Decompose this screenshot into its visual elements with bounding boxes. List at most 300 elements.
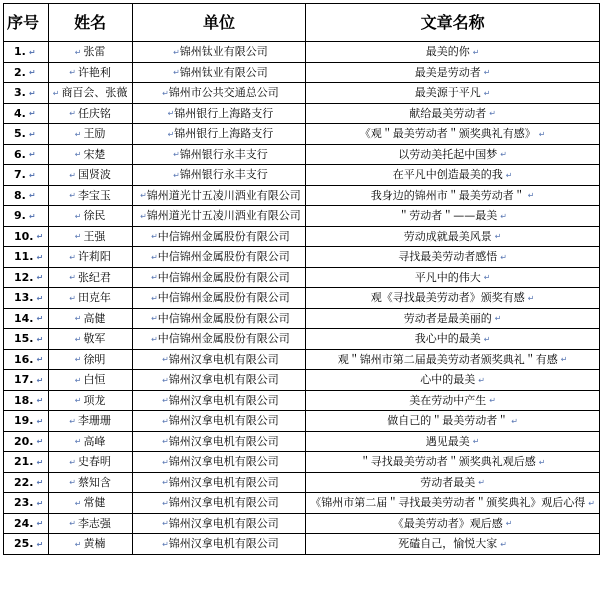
article-title-text: 《最美劳动者》观后感 [392,516,503,530]
serial-number-cell [4,493,49,514]
header-row [4,4,600,42]
serial-number-text: 15. [14,332,34,345]
paragraph-mark-icon: ↵ [162,88,169,98]
name-cell [48,42,132,63]
name-text: 张雷 [83,45,106,58]
paragraph-mark-icon: ↵ [74,211,82,221]
organization-text: 锦州钛业有限公司 [179,65,268,79]
paragraph-mark-icon: ↵ [36,334,44,344]
paragraph-mark-icon: ↵ [151,293,158,303]
name-text: 敬军 [83,332,106,345]
article-title-text: 寻找最美劳动者感悟 [398,250,498,263]
table-row [4,103,600,124]
paragraph-mark-icon: ↵ [162,478,169,487]
serial-number-cell [4,308,49,329]
name-cell [48,144,132,165]
name-cell [48,206,132,227]
organization-cell [132,144,306,165]
paragraph-mark-icon: ↵ [162,355,169,364]
article-title-text: 最美是劳动者 [414,65,481,79]
paragraph-mark-icon: ↵ [173,68,180,77]
article-title-text: ＂寻找最美劳动者＂颁奖典礼观后感 [359,455,536,468]
paragraph-mark-icon: ↵ [162,498,169,508]
name-cell [48,370,132,391]
table-row [4,42,600,63]
paragraph-mark-icon: ↵ [167,129,175,139]
paragraph-mark-icon: ↵ [69,273,76,282]
name-cell [48,431,132,452]
article-title-text: 最美源于平凡 [414,86,481,99]
serial-number-text: 23. [14,496,34,509]
paragraph-mark-icon: ↵ [500,211,507,221]
table-row [4,185,600,206]
article-title-text: 《观＂最美劳动者＂颁奖典礼有感》 [359,127,536,140]
paragraph-mark-icon: ↵ [36,355,44,364]
paragraph-mark-icon: ↵ [36,293,44,303]
paragraph-mark-icon: ↵ [74,232,82,241]
paragraph-mark-icon: ↵ [36,457,44,467]
serial-number-text: 6. [14,147,26,161]
paragraph-mark-icon: ↵ [162,519,169,528]
serial-number-cell [4,513,49,534]
serial-number-text: 17. [14,373,34,386]
table-body [4,42,600,555]
article-title-text: 《锦州市第二届＂寻找最美劳动者＂颁奖典礼》观后心得 [310,496,586,509]
name-text: 李志强 [77,516,111,530]
organization-text: 锦州银行永丰支行 [179,147,268,161]
paragraph-mark-icon: ↵ [74,355,82,364]
name-cell [48,226,132,247]
paragraph-mark-icon: ↵ [28,170,36,180]
serial-number-cell [4,83,49,104]
paragraph-mark-icon: ↵ [489,396,496,405]
paragraph-mark-icon: ↵ [69,478,76,487]
paragraph-mark-icon: ↵ [36,498,44,508]
serial-number-cell [4,103,49,124]
paragraph-mark-icon: ↵ [74,334,82,344]
name-text: 国贤波 [77,168,111,181]
name-text: 宋楚 [83,147,106,161]
paragraph-mark-icon: ↵ [151,314,158,323]
name-text: 高峰 [83,434,106,448]
serial-number-cell [4,411,49,432]
serial-number-text: 4. [14,106,26,120]
name-text: 徐民 [83,209,106,222]
organization-cell [132,349,306,370]
paragraph-mark-icon: ↵ [52,88,60,98]
name-text: 许莉阳 [77,250,111,263]
organization-cell [132,62,306,83]
paragraph-mark-icon: ↵ [36,437,44,446]
article-title-cell [306,390,600,411]
header-name: 姓名 [48,4,132,42]
table-row [4,165,600,186]
organization-text: 锦州汉拿电机有限公司 [168,475,279,489]
article-title-cell [306,267,600,288]
organization-text: 锦州汉拿电机有限公司 [168,455,279,468]
name-text: 李宝玉 [77,188,111,202]
name-cell [48,329,132,350]
name-text: 史春明 [77,455,111,468]
organization-cell [132,370,306,391]
serial-number-cell [4,349,49,370]
organization-cell [132,247,306,268]
article-title-cell [306,431,600,452]
article-title-text: 以劳动美托起中国梦 [398,147,498,161]
organization-text: 中信锦州金属股份有限公司 [157,291,290,304]
organization-cell [132,288,306,309]
table-row [4,493,600,514]
organization-cell [132,472,306,493]
article-title-text: 劳动者是最美丽的 [403,311,492,325]
paragraph-mark-icon: ↵ [151,252,158,262]
article-title-cell [306,83,600,104]
article-title-cell [306,411,600,432]
organization-text: 中信锦州金属股份有限公司 [157,250,290,263]
serial-number-text: 14. [14,311,34,325]
paragraph-mark-icon: ↵ [527,191,535,200]
table-row [4,83,600,104]
article-title-cell [306,513,600,534]
name-cell [48,247,132,268]
table-row [4,62,600,83]
header-article-title: 文章名称 [306,4,600,42]
serial-number-text: 22. [14,475,34,489]
organization-text: 锦州汉拿电机有限公司 [168,537,279,550]
organization-cell [132,390,306,411]
serial-number-cell [4,534,49,555]
organization-text: 锦州汉拿电机有限公司 [168,434,279,448]
organization-cell [132,165,306,186]
organization-cell [132,103,306,124]
organization-text: 锦州汉拿电机有限公司 [168,373,279,386]
paragraph-mark-icon: ↵ [478,375,485,385]
article-title-cell [306,42,600,63]
name-text: 黄楠 [83,537,106,550]
name-text: 白恒 [83,373,106,386]
name-text: 蔡知含 [77,475,111,489]
paragraph-mark-icon: ↵ [28,191,36,200]
paragraph-mark-icon: ↵ [500,252,507,262]
article-title-cell [306,62,600,83]
name-text: 常健 [83,496,106,509]
serial-number-text: 9. [14,209,26,222]
serial-number-cell [4,370,49,391]
organization-cell [132,185,306,206]
paragraph-mark-icon: ↵ [500,150,507,159]
organization-text: 锦州汉拿电机有限公司 [168,414,279,427]
serial-number-cell [4,247,49,268]
article-title-cell [306,124,600,145]
article-title-text: 献给最美劳动者 [409,106,487,120]
article-title-cell [306,185,600,206]
table-header [4,4,600,42]
serial-number-text: 11. [14,250,34,263]
article-title-cell [306,370,600,391]
article-title-cell [306,493,600,514]
paragraph-mark-icon: ↵ [28,211,36,221]
paragraph-mark-icon: ↵ [483,88,491,98]
name-cell [48,308,132,329]
paragraph-mark-icon: ↵ [538,129,546,139]
name-cell [48,288,132,309]
paragraph-mark-icon: ↵ [74,47,82,57]
paragraph-mark-icon: ↵ [74,498,82,508]
table-row [4,431,600,452]
organization-cell [132,452,306,473]
paragraph-mark-icon: ↵ [489,109,496,118]
paragraph-mark-icon: ↵ [74,314,82,323]
article-title-text: 我身边的锦州市＂最美劳动者＂ [370,188,525,202]
name-text: 任庆铭 [77,106,111,120]
organization-text: 锦州银行永丰支行 [179,168,268,181]
organization-text: 中信锦州金属股份有限公司 [157,270,290,284]
serial-number-text: 2. [14,65,26,79]
name-text: 徐明 [83,352,106,366]
paragraph-mark-icon: ↵ [28,47,36,57]
serial-number-cell [4,226,49,247]
paragraph-mark-icon: ↵ [483,273,491,282]
paragraph-mark-icon: ↵ [36,273,44,282]
paragraph-mark-icon: ↵ [36,375,44,385]
paragraph-mark-icon: ↵ [74,539,82,549]
serial-number-cell [4,206,49,227]
paragraph-mark-icon: ↵ [173,150,180,159]
paragraph-mark-icon: ↵ [494,314,502,323]
paragraph-mark-icon: ↵ [36,416,44,426]
name-text: 张纪君 [77,270,111,284]
table-row [4,267,600,288]
paragraph-mark-icon: ↵ [36,396,44,405]
name-text: 田克年 [77,291,111,304]
name-text: 王强 [83,229,106,243]
serial-number-text: 21. [14,455,34,468]
paragraph-mark-icon: ↵ [28,88,36,98]
organization-cell [132,329,306,350]
article-title-cell [306,288,600,309]
paragraph-mark-icon: ↵ [162,539,169,549]
article-title-cell [306,103,600,124]
serial-number-cell [4,472,49,493]
table-row [4,144,600,165]
organization-cell [132,42,306,63]
serial-number-cell [4,165,49,186]
serial-number-text: 3. [14,86,26,99]
table-row [4,329,600,350]
paragraph-mark-icon: ↵ [483,334,491,344]
serial-number-text: 19. [14,414,34,427]
name-cell [48,452,132,473]
article-title-cell [306,452,600,473]
name-cell [48,83,132,104]
name-text: 李珊珊 [77,414,111,427]
article-title-text: ＂劳动者＂——最美 [398,209,498,222]
name-cell [48,62,132,83]
article-title-text: 做自己的＂最美劳动者＂ [387,414,509,427]
paragraph-mark-icon: ↵ [69,293,76,303]
name-cell [48,185,132,206]
name-text: 许艳利 [77,65,111,79]
header-organization: 单位 [132,4,306,42]
name-text: 高健 [83,311,106,325]
organization-cell [132,493,306,514]
organization-cell [132,308,306,329]
organization-text: 锦州市公共交通总公司 [168,86,279,99]
table-row [4,534,600,555]
paragraph-mark-icon: ↵ [560,355,568,364]
serial-number-cell [4,452,49,473]
article-title-text: 劳动成就最美风景 [403,229,492,243]
paragraph-mark-icon: ↵ [36,539,44,549]
table-row [4,124,600,145]
article-title-text: 最美的你 [425,45,470,58]
name-text: 项龙 [83,393,106,407]
paragraph-mark-icon: ↵ [36,519,44,528]
paragraph-mark-icon: ↵ [173,170,180,180]
paragraph-mark-icon: ↵ [28,150,36,159]
serial-number-text: 10. [14,229,34,243]
article-title-text: 劳动者最美 [420,475,476,489]
table-row [4,247,600,268]
serial-number-cell [4,288,49,309]
article-title-cell [306,329,600,350]
paragraph-mark-icon: ↵ [167,109,175,118]
table-row [4,349,600,370]
paragraph-mark-icon: ↵ [173,47,180,57]
paragraph-mark-icon: ↵ [505,519,513,528]
paragraph-mark-icon: ↵ [151,273,158,282]
article-title-text: 观＂锦州市第二届最美劳动者颁奖典礼＂有感 [337,352,558,366]
paragraph-mark-icon: ↵ [74,375,82,385]
organization-cell [132,206,306,227]
table-row [4,452,600,473]
paragraph-mark-icon: ↵ [69,109,76,118]
organization-text: 锦州汉拿电机有限公司 [168,516,279,530]
paragraph-mark-icon: ↵ [69,170,76,180]
serial-number-cell [4,431,49,452]
paragraph-mark-icon: ↵ [162,416,169,426]
organization-text: 中信锦州金属股份有限公司 [157,311,290,325]
serial-number-text: 8. [14,188,26,202]
paragraph-mark-icon: ↵ [151,232,158,241]
paragraph-mark-icon: ↵ [36,232,44,241]
serial-number-cell [4,329,49,350]
paragraph-mark-icon: ↵ [500,539,507,549]
organization-text: 锦州钛业有限公司 [179,45,268,58]
table-row [4,513,600,534]
organization-text: 锦州汉拿电机有限公司 [168,496,279,509]
serial-number-text: 18. [14,393,34,407]
paragraph-mark-icon: ↵ [69,68,76,77]
serial-number-cell [4,267,49,288]
award-list-table [3,3,600,555]
organization-text: 锦州道光廿五凌川酒业有限公司 [146,188,301,202]
name-cell [48,390,132,411]
serial-number-text: 7. [14,168,26,181]
organization-text: 锦州道光廿五凌川酒业有限公司 [146,209,301,222]
article-title-cell [306,165,600,186]
organization-cell [132,431,306,452]
article-title-text: 我心中的最美 [414,332,481,345]
article-title-text: 死磕自己，愉悦大家 [398,537,498,550]
paragraph-mark-icon: ↵ [478,478,485,487]
paragraph-mark-icon: ↵ [28,68,36,77]
paragraph-mark-icon: ↵ [74,129,82,139]
table-row [4,370,600,391]
paragraph-mark-icon: ↵ [69,457,76,467]
paragraph-mark-icon: ↵ [140,211,147,221]
paragraph-mark-icon: ↵ [511,416,518,426]
name-cell [48,534,132,555]
paragraph-mark-icon: ↵ [151,334,158,344]
header-serial-number: 序号 [4,4,49,42]
organization-text: 锦州银行上海路支行 [174,106,274,120]
organization-text: 锦州银行上海路支行 [174,127,274,140]
serial-number-text: 1. [14,45,26,58]
article-title-text: 在平凡中创造最美的我 [392,168,503,181]
organization-cell [132,124,306,145]
paragraph-mark-icon: ↵ [69,416,76,426]
name-cell [48,165,132,186]
serial-number-cell [4,185,49,206]
article-title-text: 观《寻找最美劳动者》颁奖有感 [370,291,525,304]
table-row [4,308,600,329]
paragraph-mark-icon: ↵ [162,437,169,446]
article-title-cell [306,206,600,227]
paragraph-mark-icon: ↵ [494,232,502,241]
name-cell [48,513,132,534]
article-title-cell [306,472,600,493]
article-title-cell [306,308,600,329]
paragraph-mark-icon: ↵ [472,47,480,57]
serial-number-text: 20. [14,434,34,448]
organization-cell [132,411,306,432]
name-cell [48,124,132,145]
organization-text: 锦州汉拿电机有限公司 [168,393,279,407]
article-title-cell [306,247,600,268]
paragraph-mark-icon: ↵ [162,375,169,385]
paragraph-mark-icon: ↵ [74,396,82,405]
organization-cell [132,513,306,534]
name-text: 王励 [83,127,106,140]
table-row [4,411,600,432]
serial-number-text: 13. [14,291,34,304]
name-text: 商百会、张薇 [61,86,128,99]
paragraph-mark-icon: ↵ [527,293,535,303]
paragraph-mark-icon: ↵ [74,437,82,446]
paragraph-mark-icon: ↵ [74,150,82,159]
name-cell [48,103,132,124]
name-cell [48,267,132,288]
article-title-cell [306,534,600,555]
organization-text: 中信锦州金属股份有限公司 [157,229,290,243]
paragraph-mark-icon: ↵ [472,437,480,446]
paragraph-mark-icon: ↵ [69,252,76,262]
organization-cell [132,226,306,247]
paragraph-mark-icon: ↵ [36,314,44,323]
paragraph-mark-icon: ↵ [36,478,44,487]
organization-text: 锦州汉拿电机有限公司 [168,352,279,366]
organization-text: 中信锦州金属股份有限公司 [157,332,290,345]
article-title-cell [306,144,600,165]
article-title-text: 心中的最美 [420,373,476,386]
name-cell [48,349,132,370]
paragraph-mark-icon: ↵ [69,191,76,200]
table-row [4,226,600,247]
serial-number-text: 16. [14,352,34,366]
paragraph-mark-icon: ↵ [140,191,147,200]
organization-cell [132,83,306,104]
